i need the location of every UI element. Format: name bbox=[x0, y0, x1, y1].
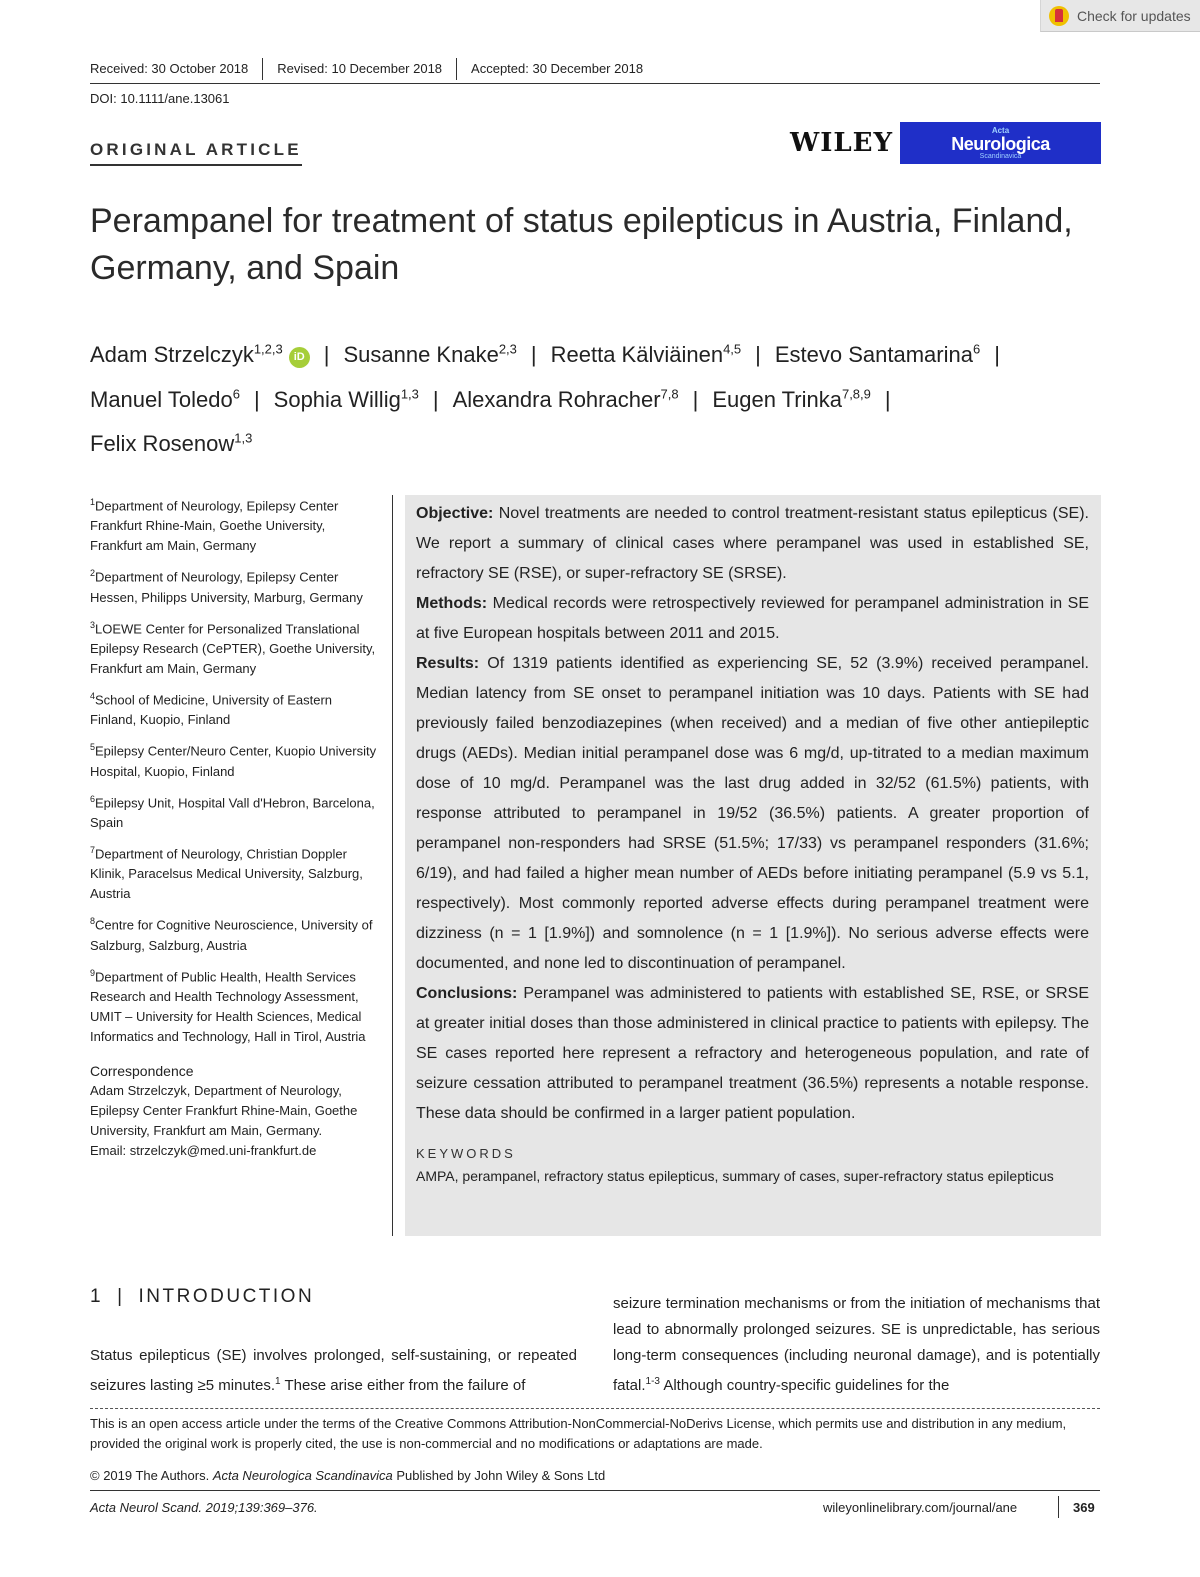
copyright: © 2019 The Authors. Acta Neurologica Scandinavica Published by John Wiley & Sons Ltd bbox=[90, 1468, 606, 1483]
intro-column-right: seizure termination mechanisms or from the initiation of mechanisms that lead to abnormally prolonged seizures. SE is unpredictable, has serious long-term consequences (including neuronal damage), and is potentially fatal.$^{1-3}$ Although country-specific guidelines for the bbox=[613, 1295, 1100, 1394]
page-separator bbox=[1058, 1496, 1059, 1518]
revised-date: Revised: 10 December 2018 bbox=[277, 61, 443, 76]
author[interactable]: Estevo Santamarina$^6$ bbox=[774, 342, 981, 368]
author[interactable]: Reetta Kälviäinen$^{4,5}$ bbox=[550, 342, 742, 368]
date-separator bbox=[262, 58, 263, 80]
author-list: Adam Strzelczyk$^{1,2,3}$iD | Susanne Knake$^{2,3}$ | Reetta Kälviäinen$^{4,5}$ | Estevo Santamarina$^6$ | Manuel Toledo$^6$ | Sophia Willig$^{1,3}$ | Alexandra Rohracher$^{7,8}$ | Eugen Trinka$^{7,8,9}$ | Felix Rosenow$^{1,3}$ bbox=[90, 342, 1000, 456]
intro-column-left: Status epilepticus (SE) involves prolonged, self-sustaining, or repeated seizures lasting ≥5 minutes.$^1$ These arise either from the failure of bbox=[90, 1347, 577, 1394]
correspondence-email[interactable]: Email: strzelczyk@med.uni-frankfurt.de bbox=[90, 1142, 317, 1158]
license-note: This is an open access article under the terms of the Creative Commons Attribution-NonCommercial-NoDerivs License, which permits use and distribution in any medium, provided the original work is properly cited, the use is non-commercial and no modifications or adaptations are made. bbox=[90, 1416, 1067, 1451]
wiley-logo: WILEY bbox=[790, 128, 894, 158]
affiliation: $^5$Epilepsy Center/Neuro Center, Kuopio University Hospital, Kuopio, Finland bbox=[90, 742, 377, 779]
journal-logo: Acta Neurologica Scandinavica bbox=[900, 122, 1101, 164]
header-rule bbox=[90, 83, 1100, 84]
abstract-objective: Objective: Novel treatments are needed to control treatment-resistant status epilepticus (SE). We report a summary of clinical cases where perampanel was used in established SE, refractory SE (RSE), or super-refractory SE (SRSE). bbox=[416, 505, 1090, 582]
keywords: AMPA, perampanel, refractory status epilepticus, summary of cases, super-refractory status epilepticus bbox=[416, 1168, 1054, 1184]
date-separator bbox=[456, 58, 457, 80]
affiliation: $^7$Department of Neurology, Christian Doppler Klinik, Paracelsus Medical University, Salzburg, Austria bbox=[90, 844, 363, 902]
affiliation: $^9$Department of Public Health, Health Services Research and Health Technology Assessment, UMIT – University for Health Sciences, Medical Informatics and Technology, Hall in Tirol, Austria bbox=[90, 967, 366, 1044]
column-divider bbox=[392, 495, 393, 1236]
author[interactable]: Alexandra Rohracher$^{7,8}$ bbox=[452, 386, 679, 412]
doi[interactable]: DOI: 10.1111/ane.13061 bbox=[90, 91, 230, 106]
affiliations bbox=[90, 492, 380, 1161]
article-dates bbox=[90, 61, 643, 83]
bookmark-icon bbox=[1049, 6, 1069, 26]
citation-ref[interactable]: 1-3 bbox=[645, 1376, 660, 1387]
affiliation: $^4$School of Medicine, University of Eastern Finland, Kuopio, Finland bbox=[90, 690, 333, 728]
section-heading-introduction: 1 | INTRODUCTION bbox=[90, 1286, 315, 1307]
keywords-heading: KEYWORDS bbox=[416, 1146, 516, 1161]
correspondence-heading: Correspondence bbox=[90, 1062, 194, 1079]
affiliation: $^1$Department of Neurology, Epilepsy Center Frankfurt Rhine-Main, Goethe University, Frankfurt am Main, Germany bbox=[90, 497, 339, 554]
article-type: ORIGINAL ARTICLE bbox=[90, 140, 302, 166]
author[interactable]: Manuel Toledo$^6$ bbox=[90, 386, 240, 412]
article-title: Perampanel for treatment of status epilepticus in Austria, Finland, Germany, and Spain bbox=[90, 202, 1073, 287]
affiliation: $^6$Epilepsy Unit, Hospital Vall d'Hebron, Barcelona, Spain bbox=[90, 793, 375, 830]
abstract-conclusions: Conclusions: Perampanel was administered to patients with established SE, RSE, or SRSE at greater initial doses than those administered in clinical practice to patients with epilepsy. The SE cases reported here represent a refractory and heterogeneous population, and rate of seizure cessation attributed to perampanel treatment (36.5%) represents a notable response. These data should be confirmed in a larger patient population. bbox=[416, 985, 1089, 1122]
page-number: 369 bbox=[1073, 1500, 1095, 1515]
accepted-date: Accepted: 30 December 2018 bbox=[471, 61, 644, 76]
correspondence-text: Adam Strzelczyk, Department of Neurology, Epilepsy Center Frankfurt Rhine-Main, Goethe University, Frankfurt am Main, Germany. Email: strzelczyk@med.uni-frankfurt.de bbox=[90, 1082, 358, 1158]
author[interactable]: Eugen Trinka$^{7,8,9}$ bbox=[712, 386, 871, 412]
affiliation: $^2$Department of Neurology, Epilepsy Center Hessen, Philipps University, Marburg, Germany bbox=[90, 568, 363, 605]
abstract-methods: Methods: Medical records were retrospectively reviewed for perampanel administration in SE at five European hospitals between 2011 and 2015. bbox=[416, 595, 1089, 642]
author[interactable]: Sophia Willig$^{1,3}$ bbox=[273, 386, 419, 412]
footer-rule bbox=[90, 1490, 1100, 1491]
author[interactable]: Susanne Knake$^{2,3}$ bbox=[343, 342, 517, 368]
received-date: Received: 30 October 2018 bbox=[90, 61, 249, 76]
abstract-box bbox=[405, 495, 1101, 1236]
footnote-divider bbox=[90, 1408, 1100, 1409]
orcid-icon[interactable]: iD bbox=[289, 347, 310, 368]
abstract-results: Results: Of 1319 patients identified as experiencing SE, 52 (3.9%) received perampanel. Median latency from SE onset to perampanel initiation was 10 days. Patients with SE had previously failed benzodiazepines (when received) and a median of five other antiepileptic drugs (AEDs). Median initial perampanel dose was 6 mg/d, up-titrated to a median maximum dose of 10 mg/d. Perampanel was the last drug added in 32/52 (61.5%) patients, with response attributed to perampanel in 19/52 (36.5%) patients. A greater proportion of perampanel non-responders had SRSE (51.5%; 17/33) vs perampanel responders (31.6%; 6/19), and had failed a higher mean number of AEDs before initiating perampanel (5.9 vs 5.1, respectively). Most commonly reported adverse effects during perampanel treatment were dizziness (n = 1 [1.9%]) and somnolence (n = 1 [1.9%]). No serious adverse effects were documented, and none led to discontinuation of perampanel. bbox=[416, 655, 1089, 972]
check-for-updates-button[interactable] bbox=[1040, 0, 1200, 32]
citation-ref[interactable]: 1 bbox=[274, 1376, 281, 1387]
affiliation: $^3$LOEWE Center for Personalized Translational Epilepsy Research (CePTER), Goethe University, Frankfurt am Main, Germany bbox=[90, 619, 376, 676]
journal-citation: Acta Neurol Scand. 2019;139:369–376. bbox=[90, 1500, 318, 1515]
author[interactable]: Adam Strzelczyk$^{1,2,3}$iD bbox=[90, 342, 310, 367]
author[interactable]: Felix Rosenow$^{1,3}$ bbox=[90, 430, 253, 456]
journal-url[interactable]: wileyonlinelibrary.com/journal/ane bbox=[823, 1500, 1018, 1515]
affiliation: $^8$Centre for Cognitive Neuroscience, University of Salzburg, Salzburg, Austria bbox=[90, 916, 373, 953]
check-for-updates-label: Check for updates bbox=[1077, 7, 1191, 24]
